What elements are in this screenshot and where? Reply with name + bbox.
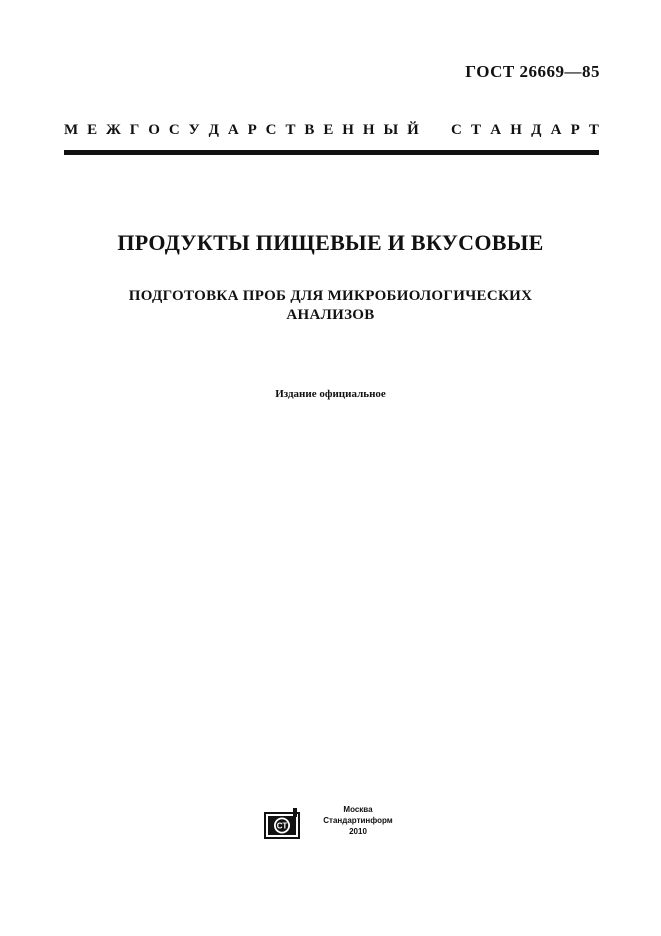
edition-note: Издание официальное <box>275 388 386 400</box>
letter: С <box>451 122 462 138</box>
subtitle-line-2: АНАЛИЗОВ <box>286 307 375 323</box>
heading-rule <box>64 150 599 155</box>
standard-type-word-1 <box>64 122 419 139</box>
letter: Г <box>129 122 140 138</box>
letter: Т <box>285 122 296 138</box>
letter: Й <box>407 122 419 138</box>
letter: Е <box>87 122 98 138</box>
letter: А <box>227 122 239 138</box>
letter: Е <box>323 122 334 138</box>
publisher-block <box>263 804 413 846</box>
publisher-logo-icon <box>263 808 303 842</box>
letter: У <box>188 122 200 138</box>
document-subtitle <box>0 287 661 325</box>
standard-type-heading <box>64 122 599 139</box>
letter: Т <box>471 122 482 138</box>
letter: Р <box>247 122 257 138</box>
letter: С <box>265 122 277 138</box>
subtitle-line-1: ПОДГОТОВКА ПРОБ ДЛЯ МИКРОБИОЛОГИЧЕСКИХ <box>128 288 533 304</box>
standard-number: ГОСТ 26669—85 <box>465 62 600 81</box>
letter: Т <box>588 122 599 138</box>
letter: Ж <box>106 122 121 138</box>
letter: Ы <box>383 122 399 138</box>
letter: М <box>64 122 79 138</box>
logo-text: СТ <box>276 821 288 831</box>
publisher-city: Москва <box>343 805 373 814</box>
standard-type-word-2 <box>451 122 599 139</box>
letter: А <box>550 122 562 138</box>
letter: А <box>490 122 502 138</box>
letter: Н <box>510 122 522 138</box>
publisher-info <box>308 804 408 837</box>
letter: Н <box>362 122 375 138</box>
letter: Д <box>531 122 542 138</box>
letter: О <box>148 122 160 138</box>
letter: Р <box>570 122 580 138</box>
letter: Н <box>342 122 354 138</box>
publisher-name: Стандартинформ <box>323 816 393 825</box>
document-title: ПРОДУКТЫ ПИЩЕВЫЕ И ВКУСОВЫЕ <box>117 230 544 255</box>
letter: В <box>304 122 315 138</box>
letter: С <box>168 122 180 138</box>
publisher-year: 2010 <box>349 827 367 836</box>
letter: Д <box>208 122 219 138</box>
